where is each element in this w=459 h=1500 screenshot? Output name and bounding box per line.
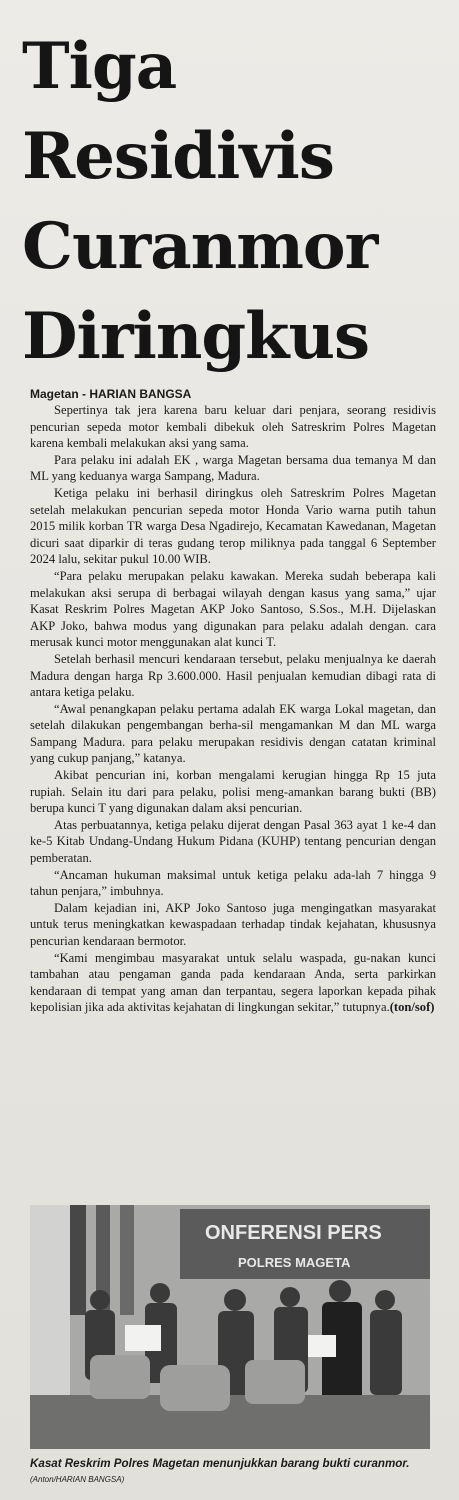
banner-text: ONFERENSI PERS <box>205 1222 382 1244</box>
paragraph-text: “Kami mengimbau masyarakat untuk selalu waspada, gu-nakan kunci tambahan atau pengaman ganda pada kendaraan Anda, serta parkirkan kendaraan di tempat yang aman dan terpantau, segera laporkan kepada pihak kepolisian jika ada aktivitas kejahatan di lingkungan sekitar,” tutupnya. <box>30 950 436 1015</box>
headline-line: Tiga <box>22 29 177 104</box>
banner-subtext: POLRES MAGETA <box>238 1255 351 1270</box>
paragraph: Atas perbuatannya, ketiga pelaku dijerat dengan Pasal 363 ayat 1 ke-4 dan ke-5 Kitab Undang-Undang Hukum Pidana (KUHP) tentang pencurian dengan pemberatan. <box>30 817 436 866</box>
headline <box>22 22 452 382</box>
press-conference-photo <box>30 1205 430 1449</box>
paragraph: “Ancaman hukuman maksimal untuk ketiga pelaku ada-lah 7 hingga 9 tahun penjara,” imbuhnya. <box>30 867 436 899</box>
paragraph: Dalam kejadian ini, AKP Joko Santoso juga mengingatkan masyarakat untuk terus meningkatkan kewaspadaan terhadap tindak kejahatan, khususnya pencurian kendaraan bermotor. <box>30 900 436 948</box>
paragraph: Ketiga pelaku ini berhasil diringkus oleh Satreskrim Polres Magetan setelah melakukan pencurian sepeda motor Honda Vario warna putih tahun 2015 milik korban TR warga Desa Ngadirejo, Kecamatan Kawedanan, Magetan dicuri saat diparkir di teras gudang terop miliknya pada tanggal 6 September 2024 lalu, sekitar pukul 10.00 WIB. <box>30 485 436 567</box>
paragraph: Sepertinya tak jera karena baru keluar dari penjara, seorang residivis pencurian sepeda motor kembali dibekuk oleh Satreskrim Polres Magetan karena kembali melakukan aksi yang sama. <box>30 403 436 451</box>
paragraph: Para pelaku ini adalah EK , warga Magetan bersama dua temanya M dan ML yang keduanya warga Sampang, Madura. <box>30 452 436 484</box>
article-body <box>30 386 436 1016</box>
headline-line: Curanmor <box>22 209 378 284</box>
paragraph: “Awal penangkapan pelaku pertama adalah EK warga Lokal magetan, dan setelah dilakukan pengembangan berha-sil mengamankan M dan ML warga Sampang Madura. para pelaku merupakan residivis dengan catatan kriminal yang cukup panjang,” katanya. <box>30 701 436 766</box>
headline-line: Diringkus <box>22 299 370 374</box>
paragraph: Akibat pencurian ini, korban mengalami kerugian hingga Rp 15 juta rupiah. Selain itu dari para pelaku, polisi meng-amankan barang bukti (BB) berupa kunci T yang digunakan dalam aksi pencurian. <box>30 768 436 816</box>
caption-text: Kasat Reskrim Polres Magetan menunjukkan barang bukti curanmor. <box>30 1457 410 1470</box>
paragraph: Setelah berhasil mencuri kendaraan tersebut, pelaku menjualnya ke daerah Madura dengan harga Rp 3.600.000. Hasil penjualan kemudian dibagi rata di antara ketiga pelaku. <box>30 651 436 700</box>
signoff: (ton/sof) <box>389 1000 435 1015</box>
dateline: Magetan - HARIAN BANGSA <box>30 387 192 401</box>
photo-illustration <box>30 1205 430 1449</box>
photo-caption <box>30 1456 430 1487</box>
photo-credit: (Anton/HARIAN BANGSA) <box>30 1475 125 1484</box>
paragraph-last <box>30 950 436 1016</box>
headline-line: Residivis <box>22 119 334 194</box>
paragraph: “Para pelaku merupakan pelaku kawakan. Mereka sudah beberapa kali melakukan aksi serupa di berbagai wilayah dengan kasus yang sama,” ujar Kasat Reskrim Polres Magetan AKP Joko Santoso, S.Sos., M.H. Dijelaskan AKP Joko, bahwa modus yang digunakan para pelaku adalah dengan. cara merusak kunci motor menggunakan alat kunci T. <box>30 568 436 650</box>
